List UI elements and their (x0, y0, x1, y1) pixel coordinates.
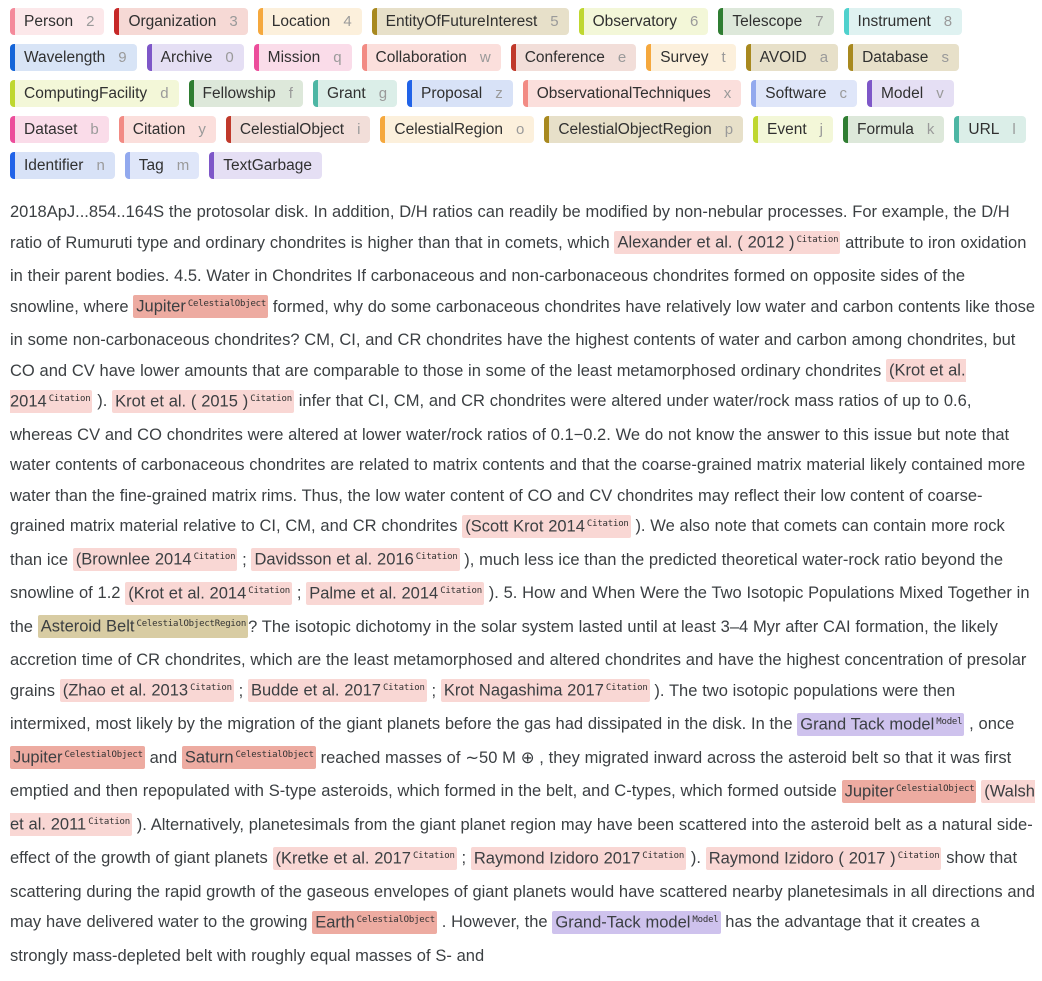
entity-annotation-citation[interactable] (248, 679, 427, 702)
label-chip-software[interactable] (751, 80, 857, 107)
entity-type-label: Citation (897, 850, 940, 861)
entity-text: Jupiter (13, 748, 63, 767)
entity-type-label: Model (936, 716, 963, 727)
label-chip-archive[interactable] (147, 44, 244, 71)
label-shortcut-key: 4 (343, 13, 352, 30)
text-run: ). The two isotopic populations were then intermixed, most likely by the migration of the giant planets before the gas had dissipated in the disk. In the (10, 681, 956, 733)
entity-annotation-citation[interactable] (706, 847, 942, 870)
label-chip-avoid[interactable] (746, 44, 838, 71)
label-chip-wavelength[interactable] (10, 44, 137, 71)
label-shortcut-key: 6 (690, 13, 699, 30)
label-chip-text: Location (271, 12, 331, 30)
entity-text: (Zhao et al. 2013 (62, 681, 189, 700)
label-chip-text: Event (767, 120, 807, 138)
entity-type-label: Citation (190, 683, 232, 693)
label-chip-location[interactable] (258, 8, 362, 35)
label-shortcut-key: 7 (815, 13, 824, 30)
label-chip-celestialobject[interactable] (226, 116, 371, 143)
entity-text: (Walsh et al. 2011 (10, 782, 1035, 834)
text-run: reached masses of ∼50 M ⊕ , they migrated inward across the asteroid belt so that it was first emptied and then repopulated with S-type asteroids, which formed in the belt, and C-types, which formed outside (10, 748, 1012, 800)
text-run: , once (964, 715, 1015, 733)
entity-annotation-citation[interactable] (441, 679, 650, 702)
label-shortcut-key: 2 (86, 13, 95, 30)
label-shortcut-key: y (198, 121, 206, 138)
text-run: has the advantage that it creates a strongly mass-depleted belt with roughly equal masses of S- and (10, 913, 980, 965)
label-chip-text: Conference (524, 48, 605, 66)
label-shortcut-key: 8 (943, 13, 953, 30)
label-shortcut-key: 9 (118, 49, 127, 66)
entity-text: Grand-Tack model (555, 913, 691, 931)
label-chip-observatory[interactable] (579, 8, 709, 35)
label-chip-dataset[interactable] (10, 116, 109, 143)
label-shortcut-key: a (819, 49, 829, 66)
entity-type-label: CelestialObjectRegion (136, 619, 247, 629)
text-run: ). Alternatively, planetesimals from the giant planet region may have been scattered into the asteroid belt as a natural side-effect of the growth of giant planets (10, 815, 1033, 867)
entity-type-label: CelestialObject (187, 299, 267, 309)
entity-text: Palme et al. 2014 (309, 584, 439, 602)
entity-annotation-model[interactable] (797, 713, 964, 736)
label-shortcut-key: z (495, 85, 503, 102)
entity-text: Davidsson et al. 2016 (254, 550, 414, 569)
entity-text: Alexander et al. ( 2012 ) (617, 233, 795, 252)
text-run: . However, the (436, 913, 553, 931)
entity-annotation-citation[interactable] (73, 548, 238, 571)
entity-text: Grand Tack model (800, 715, 935, 733)
label-shortcut-key: g (378, 85, 388, 102)
label-chip-observationaltechniques[interactable] (523, 80, 742, 107)
entity-type-label: Citation (250, 393, 292, 404)
annotated-document (10, 197, 1036, 971)
text-run: ), much less ice than the predicted theoretical water-rock ratio beyond the snowline of 1.2 (10, 550, 1004, 602)
entity-annotation-citation[interactable] (125, 582, 292, 605)
entity-annotation-citation[interactable] (273, 847, 457, 870)
label-chip-formula[interactable] (843, 116, 944, 143)
label-chip-text: Organization (128, 12, 217, 30)
label-chip-text: Database (862, 48, 929, 66)
entity-type-label: Citation (412, 850, 455, 861)
text-run: formed, why do some carbonaceous chondrites have relatively low water and carbon contents like those in some non-carbonaceous chondrites? CM, CI, and CR chondrites have the highest contents of water and carbon among chondrites, but CO and CV have lower amounts that are comparable to those in some of the least metamorphosed ordinary chondrites (10, 297, 1036, 380)
label-chip-model[interactable] (867, 80, 954, 107)
label-chip-text: URL (968, 120, 1000, 138)
label-chip-citation[interactable] (119, 116, 216, 143)
entity-text: Krot Nagashima 2017 (443, 681, 604, 700)
label-chip-text: CelestialRegion (394, 120, 503, 138)
entity-annotation-celestialobject[interactable] (10, 746, 145, 769)
entity-text: Jupiter (844, 782, 895, 800)
label-chip-mission[interactable] (254, 44, 352, 71)
entity-annotation-celestialobject[interactable] (312, 911, 437, 934)
label-chip-instrument[interactable] (844, 8, 963, 35)
label-chip-person[interactable] (10, 8, 104, 35)
label-shortcut-key: q (333, 49, 342, 66)
text-run: ? The isotopic dichotomy in the solar system lasted until at least 3–4 Myr after CAI formation, the likely accretion time of CR chondrites, which are the least metamorphosed and altered chondrites and have the highest concentration of presolar grains (10, 617, 1027, 700)
label-chip-text: ObservationalTechniques (536, 84, 711, 102)
text-run: show that scattering during the rapid growth of the gaseous envelopes of giant planets would have scattered nearby planetesimals in all directions and may have delivered water to the growing (10, 849, 1035, 931)
label-shortcut-key: v (936, 85, 944, 102)
label-shortcut-key: j (819, 121, 824, 138)
label-shortcut-key: o (515, 121, 525, 138)
entity-text: (Brownlee 2014 (75, 550, 192, 569)
label-shortcut-key: l (1012, 121, 1016, 138)
entity-text: (Kretke et al. 2017 (275, 849, 411, 867)
label-shortcut-key: 0 (225, 49, 234, 66)
text-run: ; (292, 584, 307, 602)
label-chip-conference[interactable] (511, 44, 636, 71)
label-chip-text: CelestialObject (239, 120, 345, 138)
entity-type-label: CelestialObject (896, 783, 975, 794)
entity-text: Raymond Izidoro 2017 (473, 849, 641, 867)
label-chip-text: Telescope (732, 12, 803, 30)
entity-annotation-citation[interactable] (462, 515, 630, 538)
text-run: ). 5. How and When Were the Two Isotopic Populations Mixed Together in the (10, 584, 1030, 636)
entity-type-label: Citation (415, 552, 458, 562)
label-shortcut-key: k (926, 121, 935, 138)
label-chip-text: EntityOfFutureInterest (385, 12, 538, 30)
text-run: ). (686, 849, 706, 867)
label-chip-entityoffutureinterest[interactable] (372, 8, 569, 35)
entity-annotation-celestialobject[interactable] (182, 746, 316, 769)
label-chip-survey[interactable] (646, 44, 735, 71)
label-chip-fellowship[interactable] (189, 80, 303, 107)
text-run: 2018ApJ...854..164S the protosolar disk. In addition, D/H ratios can readily be modified by non-nebular processes. For example, the D/H ratio of Rumuruti type and ordinary chondrites is higher than that in comets, which (10, 203, 1010, 252)
label-chip-url[interactable] (954, 116, 1025, 143)
label-chip-text: Dataset (24, 120, 78, 138)
label-shortcut-key: e (617, 49, 627, 66)
label-chip-proposal[interactable] (407, 80, 513, 107)
label-shortcut-key: s (941, 49, 949, 66)
label-chip-text: Proposal (421, 84, 483, 102)
entity-type-label: CelestialObject (356, 914, 435, 925)
entity-text: (Krot et al. 2014 (10, 361, 966, 410)
label-chip-textgarbage[interactable] (209, 152, 322, 179)
entity-type-label: Citation (382, 683, 425, 693)
entity-annotation-celestialobject[interactable] (842, 780, 977, 803)
label-chip-text: Person (24, 12, 74, 30)
label-chip-text: Collaboration (375, 48, 467, 66)
text-run: ; (233, 681, 248, 700)
entity-text: Saturn (184, 748, 234, 767)
text-run: ; (426, 681, 441, 700)
text-run: attribute to iron oxidation in their parent bodies. 4.5. Water in Chondrites If carbonaceous and non-carbonaceous chondrites formed on opposite sides of the snowline, where (10, 233, 1027, 316)
entity-annotation-citation[interactable] (60, 679, 234, 702)
text-run: ). (92, 392, 113, 410)
entity-annotation-citation[interactable] (251, 548, 459, 571)
entity-annotation-celestialobject[interactable] (133, 295, 268, 318)
label-chip-event[interactable] (753, 116, 833, 143)
label-chip-text: Tag (138, 156, 164, 174)
label-chip-text: ComputingFacility (24, 84, 148, 102)
label-shortcut-key: 5 (550, 13, 559, 30)
entity-annotation-citation[interactable] (306, 582, 484, 605)
label-chip-text: Instrument (857, 12, 931, 30)
entity-type-label: CelestialObject (235, 750, 314, 760)
text-run: ; (456, 849, 471, 867)
entity-text: Krot et al. ( 2015 ) (115, 392, 249, 410)
label-chip-text: Citation (132, 120, 186, 138)
label-chip-computingfacility[interactable] (10, 80, 179, 107)
entity-type-label: Citation (248, 585, 291, 596)
entity-type-label: Model (692, 914, 719, 925)
entity-type-label: Citation (796, 235, 839, 245)
entity-text: (Scott Krot 2014 (465, 517, 585, 535)
entity-text: Earth (315, 913, 355, 931)
label-chip-text: Observatory (592, 12, 678, 30)
label-chip-organization[interactable] (114, 8, 247, 35)
entity-type-label: Citation (48, 393, 91, 404)
entity-annotation-citation[interactable] (471, 847, 686, 870)
entity-type-label: CelestialObject (64, 750, 143, 760)
label-chip-text: Identifier (24, 156, 84, 174)
label-chip-text: Software (765, 84, 827, 102)
label-shortcut-key: d (160, 85, 169, 102)
label-chip-grant[interactable] (313, 80, 397, 107)
entity-text: Jupiter (136, 297, 186, 316)
text-run: ; (237, 550, 252, 569)
label-chip-telescope[interactable] (718, 8, 833, 35)
entity-text: Budde et al. 2017 (251, 681, 381, 700)
label-shortcut-key: m (176, 157, 190, 174)
text-run: infer that CI, CM, and CR chondrites were altered under water/rock mass ratios of up to 0.6, whereas CV and CO chondrites were altered at lower water/rock ratios of 0.1−0.2. We do not know the answer to this issue but note that water contents of carbonaceous chondrites are related to matrix contents and that the coarse-grained matrix material likely contained more water than the fine-grained matrix rims. Thus, the low water content of CO and CV chondrites may reflect their low content of coarse-grained matrix material relative to CI, CM, and CR chondrites (10, 392, 1026, 535)
label-chip-identifier[interactable] (10, 152, 115, 179)
label-chip-text: Survey (660, 48, 709, 66)
label-shortcut-key: w (479, 49, 491, 66)
label-chip-collaboration[interactable] (362, 44, 501, 71)
label-chip-database[interactable] (848, 44, 959, 71)
label-chip-text: Archive (160, 48, 213, 66)
entity-type-label: Citation (642, 850, 685, 861)
label-chip-text: Formula (857, 120, 914, 138)
entity-text: Raymond Izidoro ( 2017 ) (708, 849, 896, 867)
label-shortcut-key: p (724, 121, 734, 138)
text-run: ). We also note that comets can contain more rock than ice (10, 517, 1005, 569)
label-shortcut-key: f (288, 85, 293, 102)
entity-annotation-citation[interactable] (614, 231, 840, 254)
entity-annotation-model[interactable] (552, 911, 720, 934)
entity-type-label: Citation (605, 683, 648, 693)
entity-text: (Krot et al. 2014 (128, 584, 247, 602)
label-chip-text: TextGarbage (223, 156, 313, 174)
label-shortcut-key: c (839, 85, 847, 102)
label-shortcut-key: t (721, 49, 726, 66)
label-shortcut-key: b (90, 121, 99, 138)
label-chip-text: Fellowship (202, 84, 276, 102)
label-chip-tag[interactable] (125, 152, 200, 179)
label-shortcut-key: i (357, 121, 361, 138)
label-chip-celestialregion[interactable] (380, 116, 534, 143)
label-chip-text: Grant (326, 84, 366, 102)
label-chip-celestialobjectregion[interactable] (544, 116, 743, 143)
label-chip-text: AVOID (759, 48, 807, 66)
label-chip-text: Mission (267, 48, 321, 66)
entity-type-label: Citation (88, 817, 130, 827)
label-shortcut-key: x (723, 85, 732, 102)
label-shortcut-key: n (96, 157, 105, 174)
entity-type-label: Citation (440, 585, 482, 596)
label-chip-text: CelestialObjectRegion (558, 120, 712, 138)
label-chip-text: Model (880, 84, 924, 102)
label-legend (10, 8, 1034, 179)
entity-type-label: Citation (193, 552, 236, 562)
entity-text: Asteroid Belt (40, 617, 135, 636)
label-chip-text: Wavelength (24, 48, 106, 66)
label-shortcut-key: 3 (229, 13, 238, 30)
text-run: and (144, 748, 182, 767)
entity-annotation-citation[interactable] (112, 390, 294, 413)
entity-annotation-celestialobjectregion[interactable] (38, 615, 248, 638)
entity-type-label: Citation (586, 518, 629, 529)
